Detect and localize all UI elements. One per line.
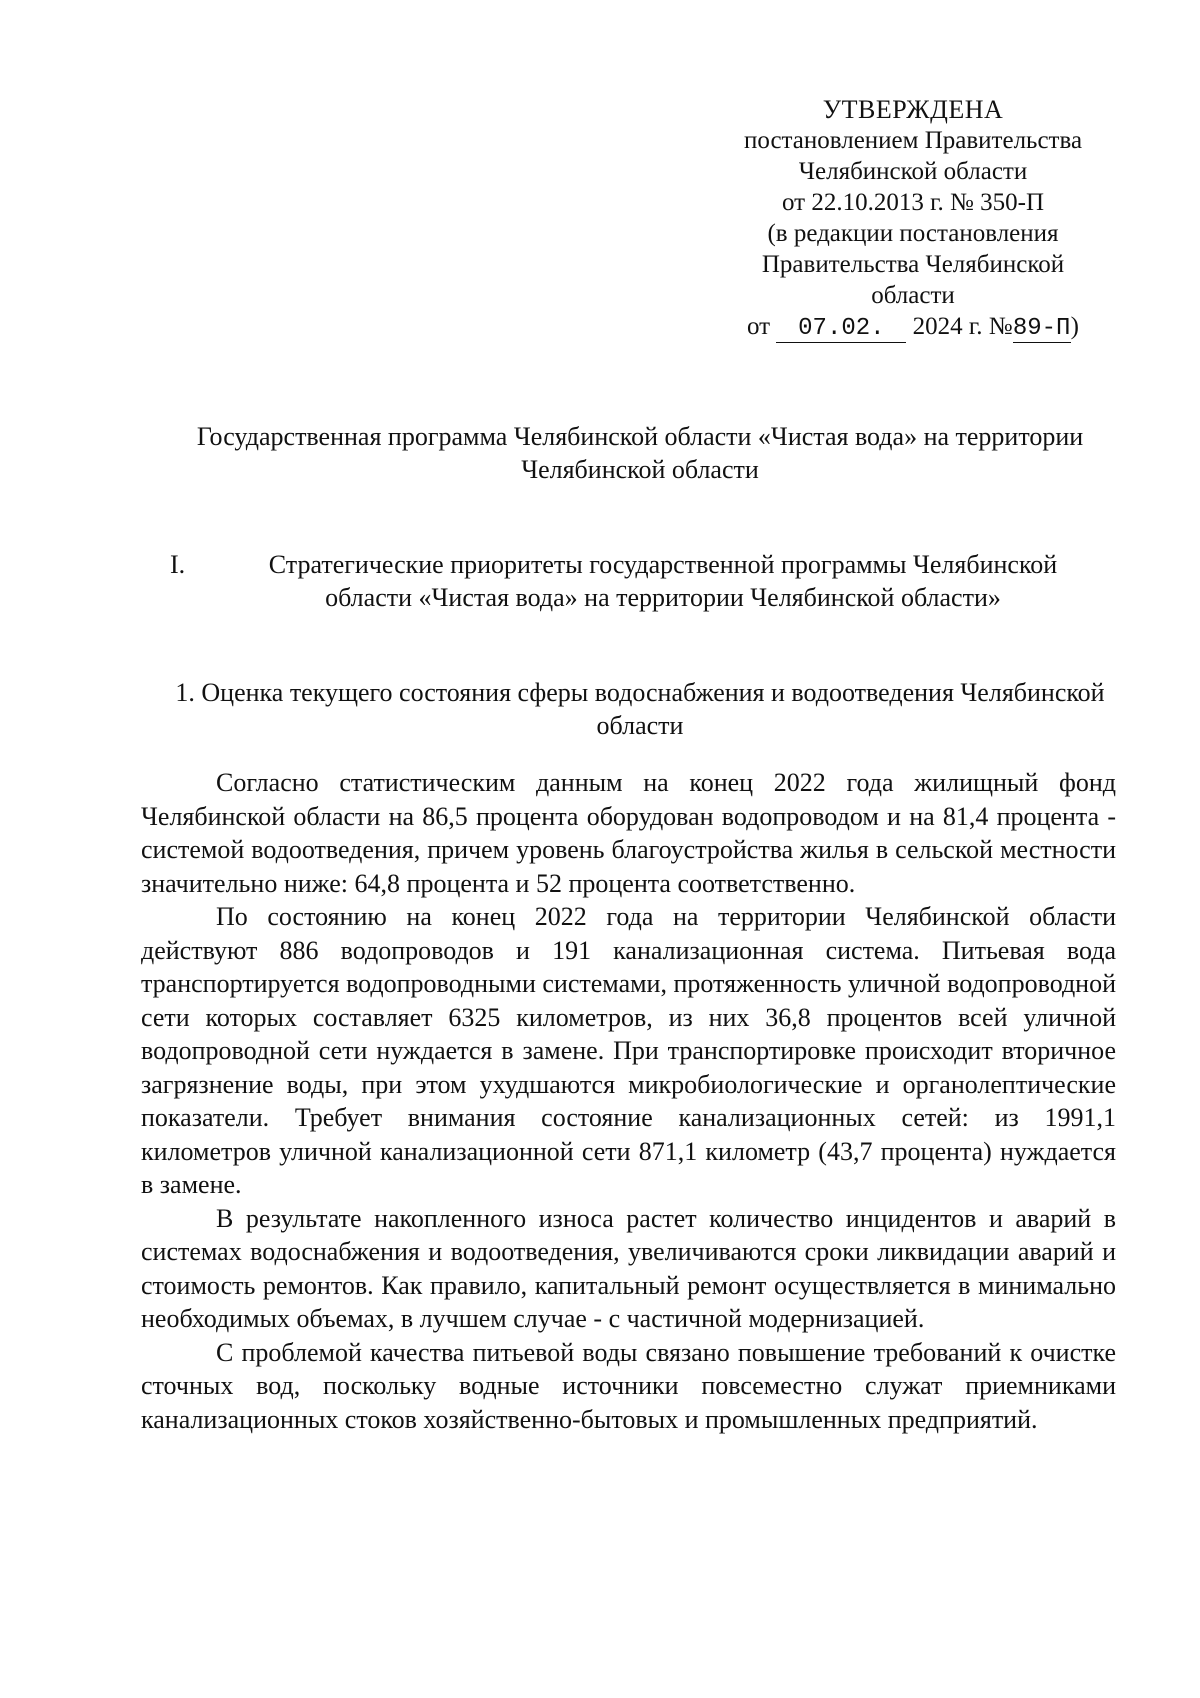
approval-block (718, 94, 1108, 343)
program-title: Государственная программа Челябинской области «Чистая вода» на территории Челябинской области (196, 422, 1084, 484)
approval-line: от 22.10.2013 г. № 350-П (781, 189, 1044, 216)
approval-line: (в редакции постановления (767, 220, 1059, 247)
approval-line: постановлением Правительства (743, 127, 1083, 154)
date-year: 2024 г. № (912, 313, 1013, 340)
date-prefix: от (747, 313, 771, 340)
amendment-date-line (718, 311, 1108, 343)
approval-title: УТВЕРЖДЕНА (822, 95, 1004, 124)
approval-line: Челябинской области (798, 158, 1028, 185)
paragraph: По состоянию на конец 2022 года на территории Челябинской области действуют 886 водопроводов и 191 канализационная система. Питьевая вода транспортируется водопроводными системами, протяженность уличной водопроводной сети которых составляет 6325 километров, из них 36,8 процентов всей уличной водопроводной сети нуждается в замене. При транспортировке происходит вторичное загрязнение воды, при этом ухудшаются микробиологические и органолептические показатели. Требует внимания состояние канализационных сетей: из 1991,1 километров уличной канализационной сети 871,1 километр (43,7 процента) нуждается в замене. (141, 902, 1116, 1199)
approval-line: области (871, 282, 955, 309)
section-number: I. (170, 550, 186, 579)
paragraph: С проблемой качества питьевой воды связано повышение требований к очистке сточных вод, поскольку водные источники повсеместно служат приемниками канализационных стоков хозяйственно-бытовых и промышленных предприятий. (141, 1337, 1116, 1434)
paragraph: Согласно статистическим данным на конец 2022 года жилищный фонд Челябинской области на 86,5 процента оборудован водопроводом и на 81,4 процента - системой водоотведения, причем уровень благоустройства жилья в сельской местности значительно ниже: 64,8 процента и 52 процента соответственно. (141, 768, 1116, 898)
amendment-date-field: 07.02. (776, 316, 906, 343)
approval-line: Правительства Челябинской (761, 251, 1065, 278)
section-heading (140, 548, 1100, 614)
date-suffix: ) (1070, 313, 1079, 340)
body-text (141, 766, 1116, 1436)
paragraph: В результате накопленного износа растет количество инцидентов и аварий в системах водоснабжения и водоотведения, увеличиваются сроки ликвидации аварий и стоимость ремонтов. Как правило, капитальный ремонт осуществляется в минимально необходимых объемах, в лучшем случае - с частичной модернизацией. (141, 1203, 1116, 1333)
amendment-number-field: 89-П (1012, 315, 1071, 342)
section-title: Стратегические приоритеты государственной программы Челябинской области «Чистая вода» на территории Челябинской области» (268, 550, 1058, 612)
subsection-heading: 1. Оценка текущего состояния сферы водоснабжения и водоотведения Челябинской области (175, 678, 1105, 740)
